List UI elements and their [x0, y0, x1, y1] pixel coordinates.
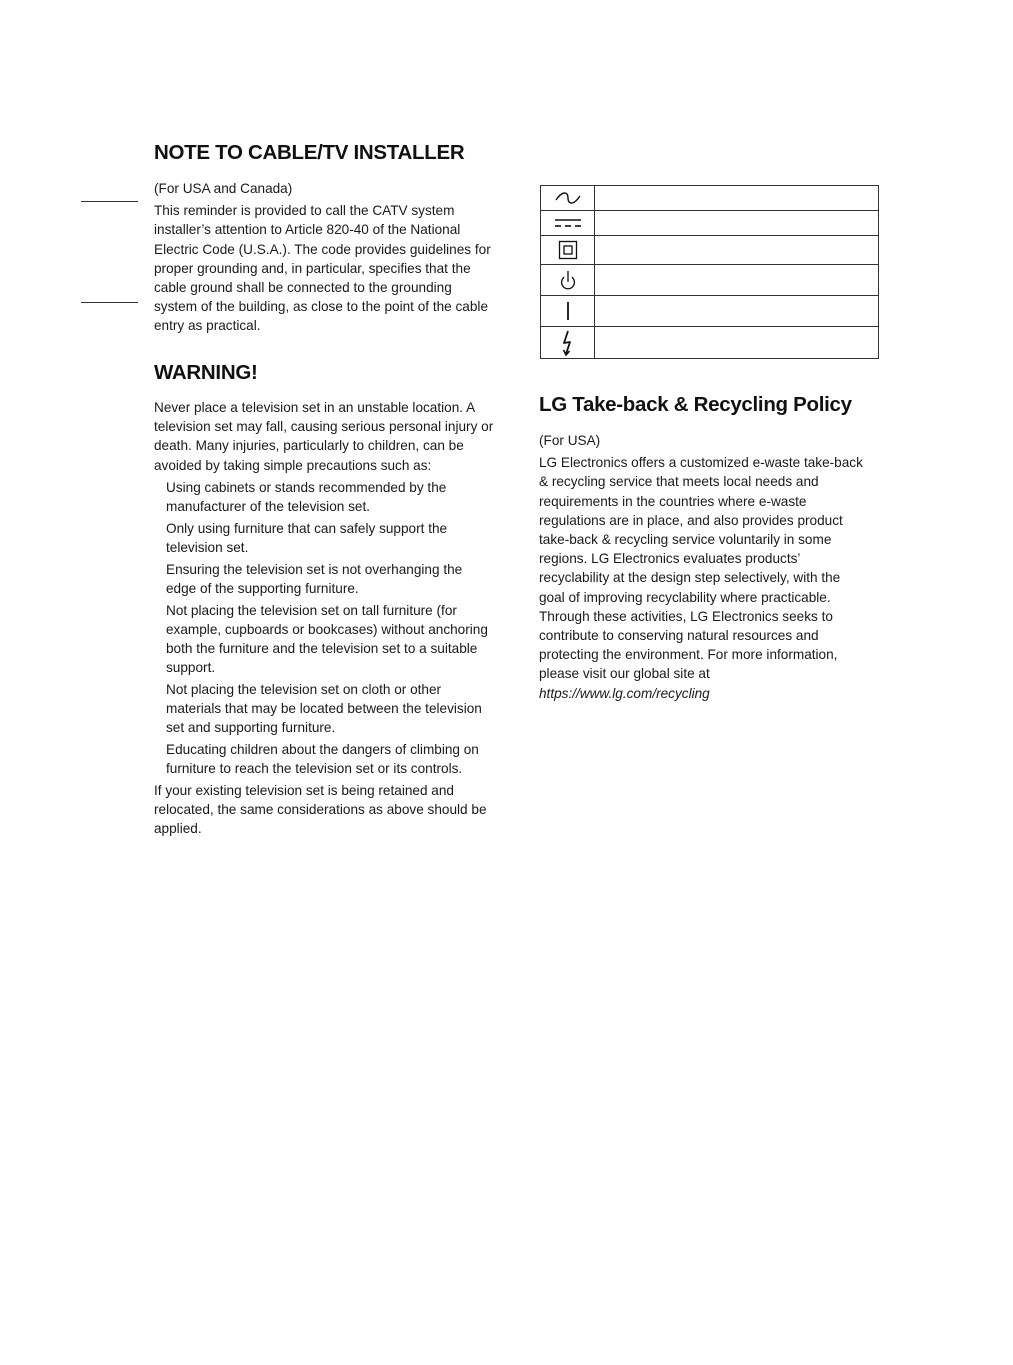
margin-rule — [81, 201, 138, 202]
direct-current-icon — [553, 217, 583, 229]
symbol-cell — [541, 236, 595, 265]
warning-section — [154, 398, 496, 838]
warning-outro: If your existing television set is being retained and relocated, the same considerations as above should be applied. — [154, 782, 487, 837]
recycling-body-text: LG Electronics offers a customized e-waste take-back & recycling service that meets local needs and requirements in the countries where e-waste regulations are in place, and also provides product take-back & recycling service voluntarily in some regions. LG Electronics evaluates products’ recyclability at the design step selectively, with the goal of improving recyclability where practicable. Through these activities, LG Electronics seeks to contribute to conserving natural resources and protecting the environment. For more information, please visit our global site at — [539, 455, 863, 682]
power-on-icon — [563, 300, 573, 322]
symbol-cell — [541, 296, 595, 327]
table-row — [541, 236, 879, 265]
installer-body: This reminder is provided to call the CATV system installer’s attention to Article 820-40 of the National Electric Code (U.S.A.). The code provides guidelines for proper grounding and, in particular, specifies that the cable ground shall be connected to the grounding system of the building, as close to the point of the cable entry as practical. — [154, 203, 491, 334]
table-row — [541, 186, 879, 211]
symbol-cell — [541, 327, 595, 359]
table-row — [541, 327, 879, 359]
symbol-cell — [541, 211, 595, 236]
recycling-body — [539, 453, 869, 703]
warning-intro: Never place a television set in an unstable location. A television set may fall, causing serious personal injury or death. Many injuries, particularly to children, can be avoided by taking simple precautions such as: — [154, 400, 494, 473]
alternating-current-icon — [554, 192, 582, 204]
list-item: Not placing the television set on tall furniture (for example, cupboards or bookcases) without anchoring both the furniture and the television set to a suitable support. — [166, 602, 488, 676]
recycling-region: (For USA) — [539, 433, 601, 448]
hazardous-voltage-icon — [561, 330, 575, 356]
list-item: Only using furniture that can safely support the television set. — [166, 520, 448, 555]
installer-region: (For USA and Canada) — [154, 181, 293, 196]
symbol-label — [595, 186, 879, 211]
class-ii-equipment-icon — [558, 240, 578, 260]
table-row — [541, 265, 879, 296]
table-row — [541, 296, 879, 327]
list-item: Educating children about the dangers of climbing on furniture to reach the television set or its controls. — [166, 741, 479, 777]
installer-section — [154, 179, 494, 336]
symbol-label — [595, 265, 879, 296]
list-item: Using cabinets or stands recommended by the manufacturer of the television set. — [166, 479, 447, 515]
recycling-section — [539, 431, 869, 703]
list-item: Ensuring the television set is not overhanging the edge of the supporting furniture. — [166, 561, 463, 596]
warning-heading: WARNING! — [154, 361, 258, 384]
symbol-label — [595, 236, 879, 265]
standby-icon — [559, 269, 577, 291]
symbol-cell — [541, 186, 595, 211]
symbol-table — [540, 185, 879, 359]
recycling-link[interactable]: https://www.lg.com/recycling — [539, 685, 710, 701]
symbol-label — [595, 211, 879, 236]
symbol-label — [595, 296, 879, 327]
list-item: Not placing the television set on cloth or other materials that may be located between the television set and supporting furniture. — [166, 681, 482, 736]
table-row — [541, 211, 879, 236]
recycling-heading: LG Take-back & Recycling Policy — [539, 393, 852, 416]
symbol-label — [595, 327, 879, 359]
installer-heading: NOTE TO CABLE/TV INSTALLER — [154, 141, 465, 164]
symbol-cell — [541, 265, 595, 296]
margin-rule — [81, 302, 138, 303]
precautions-list — [154, 478, 491, 779]
